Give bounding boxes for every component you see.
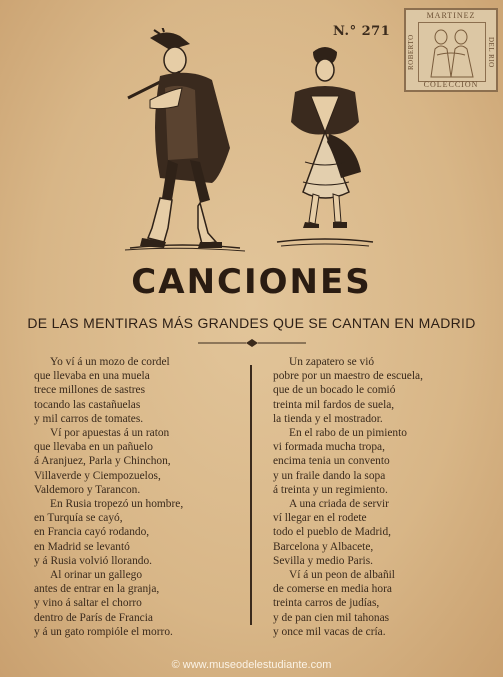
- left-verse-column: [34, 355, 254, 639]
- verse-line: en Madrid se levantó: [34, 540, 130, 553]
- verse-line: en Francia cayó rodando,: [34, 526, 150, 539]
- verse-line: trece millones de sastres: [34, 384, 146, 397]
- verse-line: Ví por apuestas á un raton: [50, 427, 170, 440]
- verse-line: de comerse en media hora: [273, 583, 392, 596]
- verse-line: Barcelona y Albacete,: [273, 540, 374, 553]
- main-title: CANCIONES: [131, 262, 372, 302]
- ornamental-rule: [196, 338, 308, 348]
- verse-line: todo el pueblo de Madrid,: [273, 526, 391, 539]
- watermark-footer: © www.museodelestudiante.com: [171, 659, 332, 671]
- verse-line: En Rusia tropezó un hombre,: [50, 498, 184, 511]
- column-divider: [250, 365, 252, 625]
- stamp-top-text: MARTINEZ: [426, 11, 476, 20]
- verse-line: ví llegar en el rodete: [273, 512, 367, 525]
- stamp-left-text: ROBERTO: [407, 34, 415, 70]
- right-verse-column: [273, 355, 493, 639]
- verse-line: Ví á un peon de albañil: [289, 569, 395, 582]
- verse-line: que llevaba en un pañuelo: [34, 441, 153, 454]
- verse-line: y mil carros de tomates.: [34, 412, 144, 425]
- verse-line: que llevaba en una muela: [34, 370, 150, 383]
- verse-line: tocando las castañuelas: [34, 398, 141, 411]
- verse-line: y á Rusia volvió llorando.: [34, 554, 153, 567]
- verse-line: antes de entrar en la granja,: [34, 583, 160, 596]
- verse-line: Valdemoro y Tarancon.: [34, 483, 141, 496]
- verse-line: que de un bocado le comió: [273, 384, 396, 397]
- verse-line: á treinta y un regimiento.: [273, 483, 388, 496]
- verse-line: Sevilla y medio Paris.: [273, 554, 373, 567]
- verse-line: Villaverde y Ciempozuelos,: [34, 469, 161, 482]
- verse-line: y once mil vacas de cría.: [273, 625, 386, 638]
- verse-line: Yo ví á un mozo de cordel: [50, 356, 170, 368]
- verse-line: Un zapatero se vió: [289, 356, 375, 368]
- verse-line: y un fraile dando la sopa: [273, 469, 386, 482]
- verse-line: En el rabo de un pimiento: [289, 427, 407, 440]
- verse-line: vi formada mucha tropa,: [273, 441, 385, 454]
- stamp-right-text: DEL RIO: [487, 36, 495, 68]
- verse-line: y de pan cien mil tahonas: [273, 611, 390, 624]
- verse-line: en Turquía se cayó,: [34, 512, 123, 525]
- verse-line: pobre por un maestro de escuela,: [273, 370, 423, 383]
- stamp-bottom-text: COLECCION: [423, 80, 479, 89]
- stamp-figures-image: [418, 22, 486, 82]
- flute-player-illustration: [120, 28, 250, 253]
- verse-line: y á un gato rompióle el morro.: [34, 625, 173, 638]
- verse-line: y vino á saltar el chorro: [34, 597, 142, 610]
- verse-line: encima tenia un convento: [273, 455, 390, 468]
- subtitle: DE LAS MENTIRAS MÁS GRANDES QUE SE CANTAN EN MADRID: [27, 315, 476, 331]
- dancing-woman-illustration: [275, 42, 375, 252]
- verse-line: la tienda y el mostrador.: [273, 412, 383, 425]
- verse-line: A una criada de servir: [289, 498, 389, 511]
- issue-number: N.° 271: [333, 24, 391, 39]
- verse-line: treinta carros de judías,: [273, 597, 380, 610]
- verse-line: treinta mil fardos de suela,: [273, 398, 395, 411]
- verse-line: Al orinar un gallego: [50, 569, 143, 582]
- collection-stamp: [404, 8, 498, 92]
- verse-line: dentro de París de Francia: [34, 611, 153, 624]
- verse-line: á Aranjuez, Parla y Chinchon,: [34, 455, 171, 468]
